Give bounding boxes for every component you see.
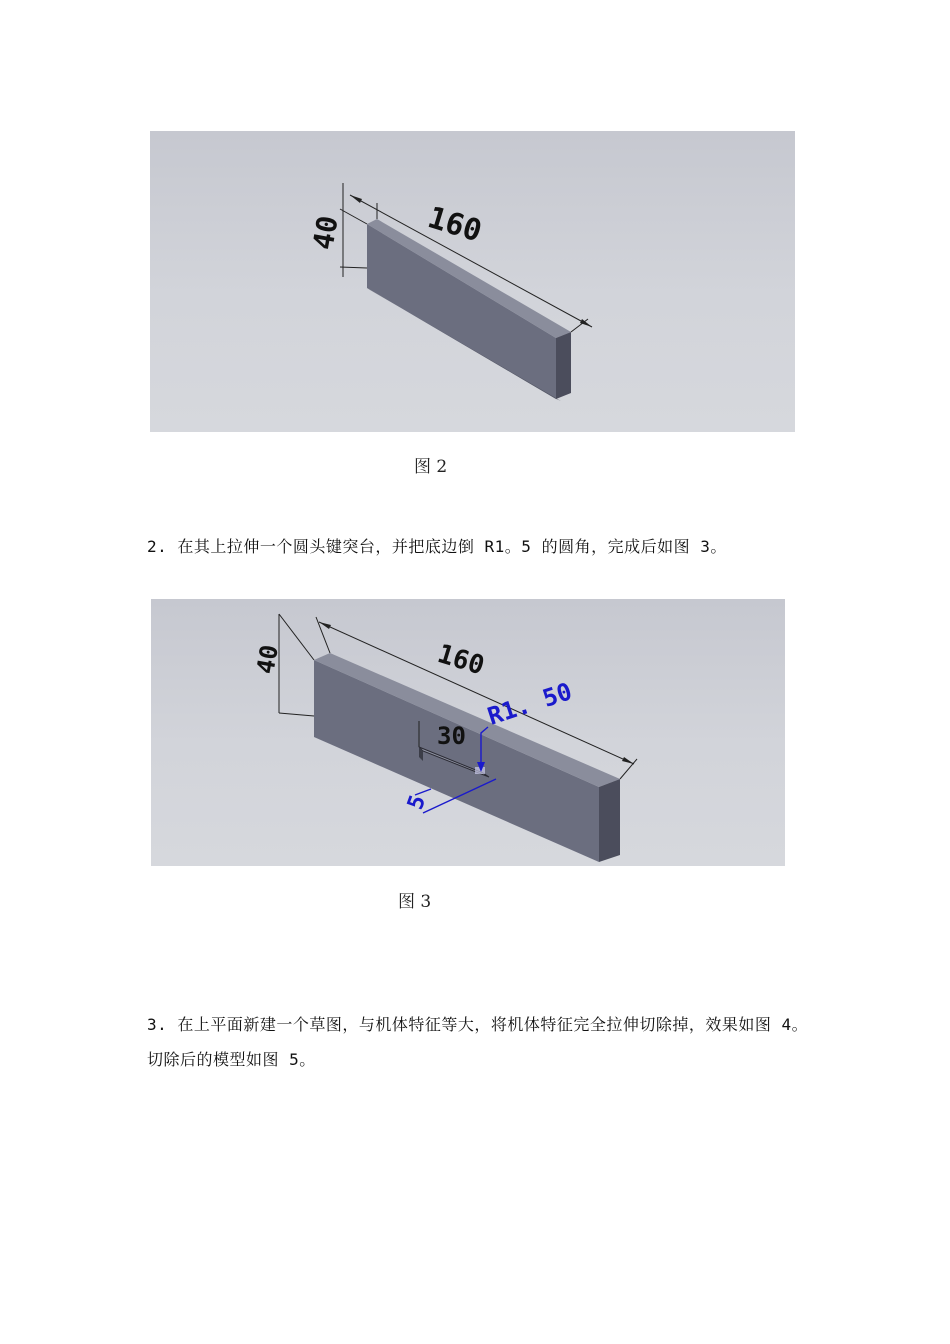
fig2-height-label: 40 — [306, 213, 345, 253]
fig2-length-label: 160 — [423, 200, 486, 250]
figure-2-image — [150, 131, 795, 432]
step-2-text: 2. 在其上拉伸一个圆头键突台，并把底边倒 R1。5 的圆角，完成后如图 3。 — [147, 537, 727, 556]
plate-end-face — [599, 779, 620, 862]
fig3-key-length-label: 30 — [437, 722, 466, 750]
figure-3-caption: 图 3 — [398, 892, 432, 912]
fig3-height-label: 40 — [251, 642, 284, 677]
step-3-text-line1: 3. 在上平面新建一个草图，与机体特征等大，将机体特征完全拉伸切除掉，效果如图 4。 — [147, 1015, 809, 1034]
fig3-length-label: 160 — [433, 639, 488, 682]
fig3-fillet-label: R1. 50 — [484, 677, 576, 731]
fig3-key-width-label: 5 — [403, 792, 432, 814]
figure-2-caption: 图 2 — [414, 457, 448, 477]
step-3-text-line2: 切除后的模型如图 5。 — [147, 1050, 316, 1069]
plate-end-face — [556, 332, 571, 399]
figure-3-image — [151, 599, 785, 866]
